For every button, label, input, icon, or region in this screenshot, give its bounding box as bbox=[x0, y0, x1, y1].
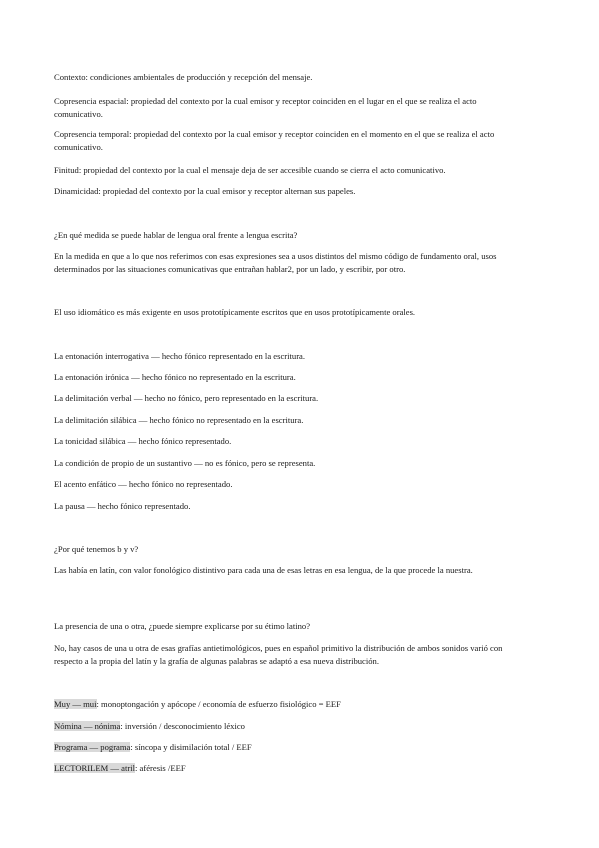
definition-dinamicidad: Dinamicidad: propiedad del contexto por la cual emisor y receptor alternan sus papeles. bbox=[54, 186, 356, 196]
example-description: : síncopa y disimilación total / EEF bbox=[130, 742, 252, 752]
example-term: Programa — pograma bbox=[54, 742, 131, 752]
question-b-v: ¿Por qué tenemos b y v? bbox=[54, 544, 139, 554]
definition-contexto: Contexto: condiciones ambientales de producción y recepción del mensaje. bbox=[54, 72, 313, 82]
example-description: : inversión / desconocimiento léxico bbox=[120, 721, 245, 731]
feature-item: La delimitación silábica — hecho fónico no representado en la escritura. bbox=[54, 415, 304, 425]
answer-etimo: No, hay casos de una u otra de esas grafías antietimológicos, pues en español primitivo la distribución de ambos sonidos varió con respecto a la propia del latín y la grafía de algunas palabras se adaptó a esa nueva distribución. bbox=[54, 643, 503, 666]
answer-b-v: Las había en latín, con valor fonológico distintivo para cada una de esas letras en esa lengua, de la que procede la nuestra. bbox=[54, 565, 473, 575]
example-term: Nómina — nónima bbox=[54, 721, 121, 731]
question-oral-escrita: ¿En qué medida se puede hablar de lengua oral frente a lengua escrita? bbox=[54, 230, 298, 240]
definition-copresencia-temporal: Copresencia temporal: propiedad del contexto por la cual emisor y receptor coinciden en el momento en el que se realiza el acto comunicativo. bbox=[54, 129, 495, 152]
question-etimo: La presencia de una o otra, ¿puede siempre explicarse por su étimo latino? bbox=[54, 621, 311, 631]
definition-finitud: Finitud: propiedad del contexto por la cual el mensaje deja de ser accesible cuando se cierra el acto comunicativo. bbox=[54, 165, 446, 175]
answer-oral-escrita: En la medida en que a lo que nos referimos con esas expresiones sea a usos distintos del mismo código de fundamento oral, usos determinados por las situaciones comunicativas que entrañan hablar2, por un lado, y escribir, por otro. bbox=[54, 251, 497, 274]
example-term: Muy — mui bbox=[54, 699, 97, 709]
feature-item: La entonación interrogativa — hecho fónico representado en la escritura. bbox=[54, 351, 306, 361]
example-description: : aféresis /EEF bbox=[135, 763, 186, 773]
statement-uso-idiomatico: El uso idiomático es más exigente en usos prototípicamente escritos que en usos prototípicamente orales. bbox=[54, 307, 416, 317]
feature-item: La condición de propio de un sustantivo — no es fónico, pero se representa. bbox=[54, 458, 316, 468]
feature-item: La entonación irónica — hecho fónico no representado en la escritura. bbox=[54, 372, 296, 382]
definition-copresencia-espacial: Copresencia espacial: propiedad del contexto por la cual emisor y receptor coinciden en el lugar en el que se realiza el acto comunicativo. bbox=[54, 96, 477, 119]
feature-item: El acento enfático — hecho fónico no representado. bbox=[54, 479, 233, 489]
example-line bbox=[54, 720, 524, 733]
feature-item: La delimitación verbal — hecho no fónico, pero representado en la escritura. bbox=[54, 393, 319, 403]
example-line bbox=[54, 698, 524, 711]
example-term: LECTORILEM — atril bbox=[54, 763, 135, 773]
feature-item: La pausa — hecho fónico representado. bbox=[54, 501, 191, 511]
example-line bbox=[54, 762, 524, 775]
example-description: : monoptongación y apócope / economía de esfuerzo fisiológico = EEF bbox=[96, 699, 341, 709]
feature-item: La tonicidad silábica — hecho fónico representado. bbox=[54, 436, 232, 446]
example-line bbox=[54, 741, 524, 754]
